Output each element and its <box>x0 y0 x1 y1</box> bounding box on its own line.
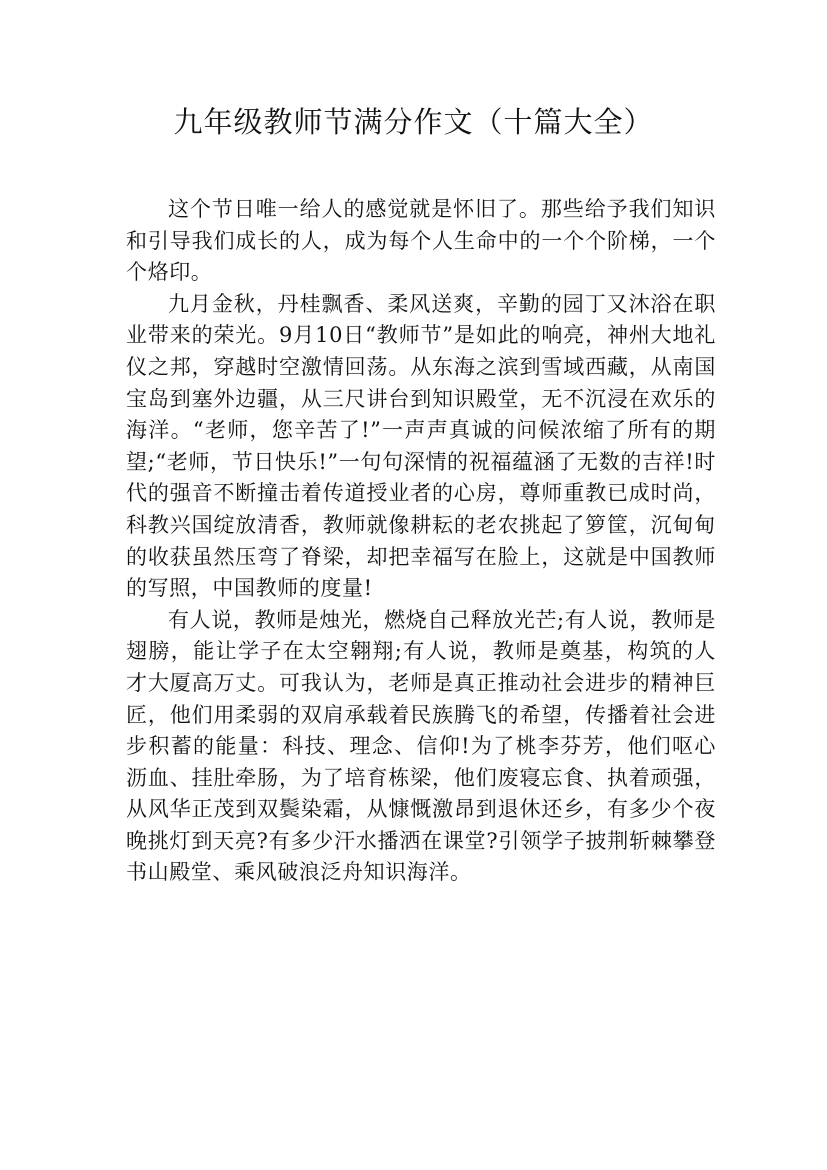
document-title: 九年级教师节满分作文（十篇大全） <box>173 105 654 139</box>
paragraph-1: 这个节日唯一给人的感觉就是怀旧了。那些给予我们知识和引导我们成长的人，成为每个人生命中的一个个阶梯，一个个烙印。 <box>126 197 716 285</box>
document-body <box>126 194 716 889</box>
paragraph-3: 有人说，教师是烛光，燃烧自己释放光芒;有人说，教师是翅膀，能让学子在太空翱翔;有人说，教师是奠基，构筑的人才大厦高万丈。可我认为，老师是真正推动社会进步的精神巨匠，他们用柔弱的双肩承载着民族腾飞的希望，传播着社会进步积蓄的能量：科技、理念、信仰!为了桃李芬芳，他们呕心沥血、挂肚牵肠，为了培育栋梁，他们废寝忘食、执着顽强，从风华正茂到双鬓染霜，从慷慨激昂到退休还乡，有多少个夜晚挑灯到天亮?有多少汗水播洒在课堂?引领学子披荆斩棘攀登书山殿堂、乘风破浪泛舟知识海洋。 <box>126 607 716 885</box>
paragraph-2: 九月金秋，丹桂飘香、柔风送爽，辛勤的园丁又沐浴在职业带来的荣光。9月10日“教师节”是如此的响亮，神州大地礼仪之邦，穿越时空激情回荡。从东海之滨到雪域西藏，从南国宝岛到塞外边疆，从三尺讲台到知识殿堂，无不沉浸在欢乐的海洋。“老师，您辛苦了!”一声声真诚的问候浓缩了所有的期望;“老师，节日快乐!”一句句深情的祝福蕴涵了无数的吉祥!时代的强音不断撞击着传道授业者的心房，尊师重教已成时尚，科教兴国绽放清香，教师就像耕耘的老农挑起了箩筐，沉甸甸的收获虽然压弯了脊梁，却把幸福写在脸上，这就是中国教师的写照，中国教师的度量! <box>126 291 716 601</box>
